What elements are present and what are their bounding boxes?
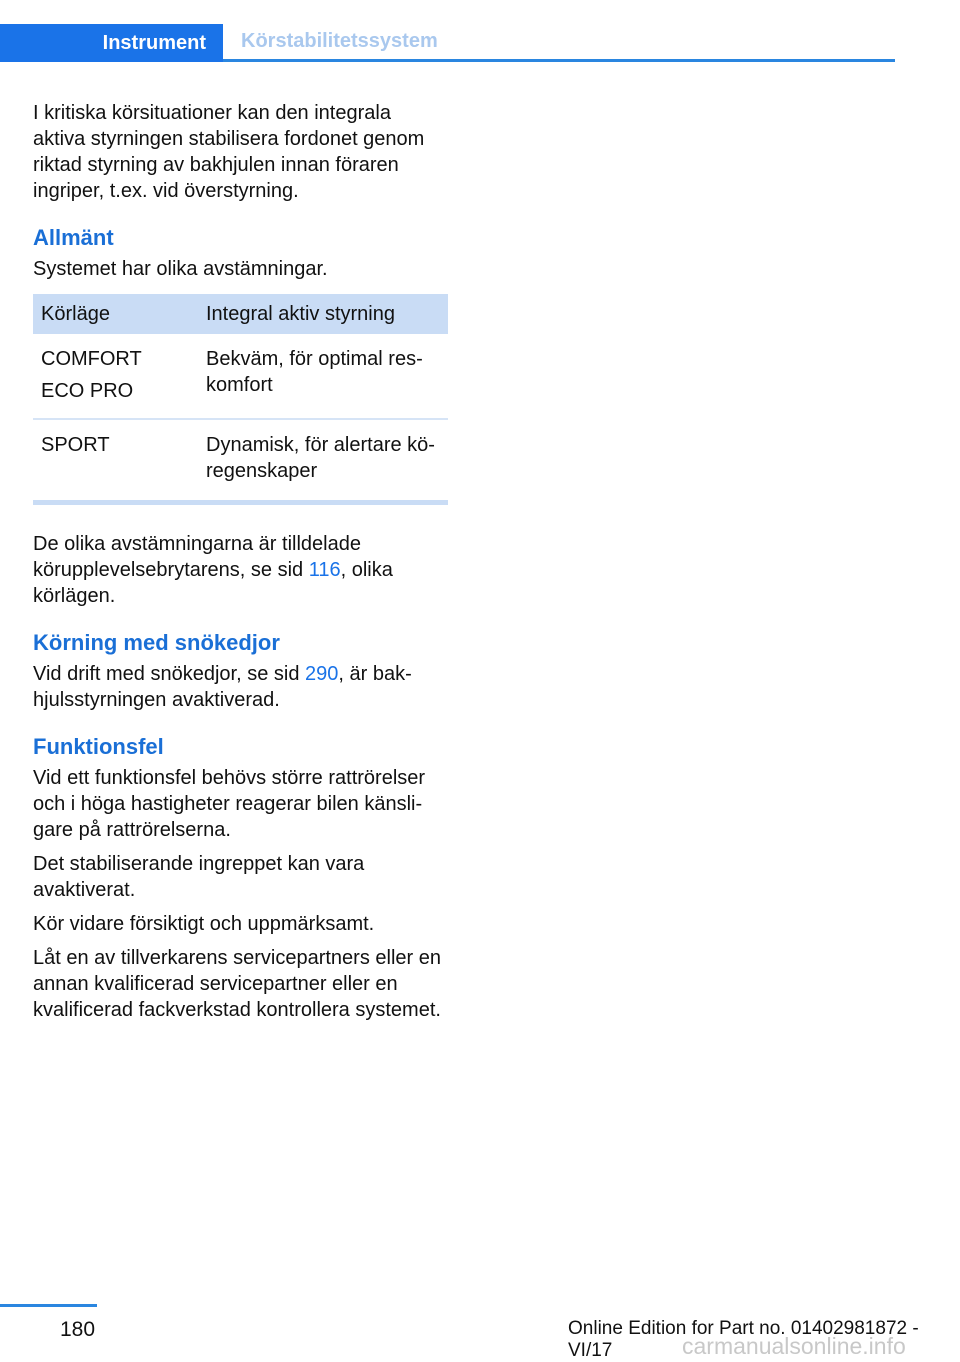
mode-label: ECO PRO [41, 380, 134, 402]
footer-rule [0, 1304, 97, 1307]
page-header [0, 24, 895, 62]
snow-chains-paragraph [33, 661, 448, 713]
table-cell-description: Dynamisk, för alertare köregenskaper [198, 419, 448, 503]
general-paragraph: Systemet har olika avstämningar. [33, 258, 328, 280]
chapter-tab-instrument[interactable]: Instrument [0, 24, 223, 62]
heading-malfunction: Funktionsfel [33, 734, 164, 759]
driving-mode-table [33, 294, 448, 505]
heading-general: Allmänt [33, 225, 114, 250]
snow-text: Vid drift med snökedjor, se sid [33, 663, 305, 685]
malfunction-paragraph: Kör vidare försiktigt och uppmärksamt. [33, 913, 375, 935]
table-cell-mode [33, 419, 198, 503]
table-header-mode: Körläge [33, 294, 198, 334]
intro-paragraph: I kritiska körsituationer kan den integrala aktiva styrningen stabilisera fordonet genom riktad styrning av bakhjulen innan föraren ingriper, t.ex. vid överstyrning. [33, 102, 425, 202]
after-table-paragraph [33, 531, 448, 609]
page-link-290[interactable]: 290 [305, 663, 339, 685]
snow-text-end: , är bakhjulsstyrningen avaktiverad. [33, 663, 412, 711]
table-cell-mode [33, 334, 198, 419]
malfunction-paragraph: Låt en av tillverkarens servicepartners eller en annan kvalificerad servicepartner eller en kvalificerad fackverkstad kontrollera systemet. [33, 947, 441, 1021]
malfunction-paragraph: Vid ett funktionsfel behövs större rattrörelser och i höga hastigheter reagerar bilen känsligare på rattrörelserna. [33, 767, 426, 841]
watermark: carmanualsonline.info [682, 1333, 906, 1359]
page-link-116[interactable]: 116 [308, 559, 341, 581]
malfunction-paragraph: Det stabiliserande ingreppet kan vara avaktiverat. [33, 853, 365, 901]
page-number: 180 [60, 1318, 96, 1341]
section-tab-korstabilitetssystem[interactable]: Körstabilitetssystem [241, 30, 438, 52]
table-row [33, 334, 448, 419]
after-table-text-end: , olika körlägen. [33, 559, 393, 607]
mode-label: SPORT [41, 434, 110, 456]
table-header-row [33, 294, 448, 334]
heading-snow-chains: Körning med snökedjor [33, 630, 280, 655]
table-cell-description: Bekväm, för optimal reskomfort [198, 334, 448, 419]
table-header-steering: Integral aktiv styrning [198, 294, 448, 334]
after-table-text: De olika avstämningarna är tilldelade körupplevelsebrytarens, se sid [33, 533, 361, 581]
table-row [33, 419, 448, 503]
main-content [33, 100, 448, 1031]
edition-info: Online Edition for Part no. 01402981872 - VI/17 [568, 1318, 919, 1361]
mode-label: COMFORT [41, 348, 142, 370]
